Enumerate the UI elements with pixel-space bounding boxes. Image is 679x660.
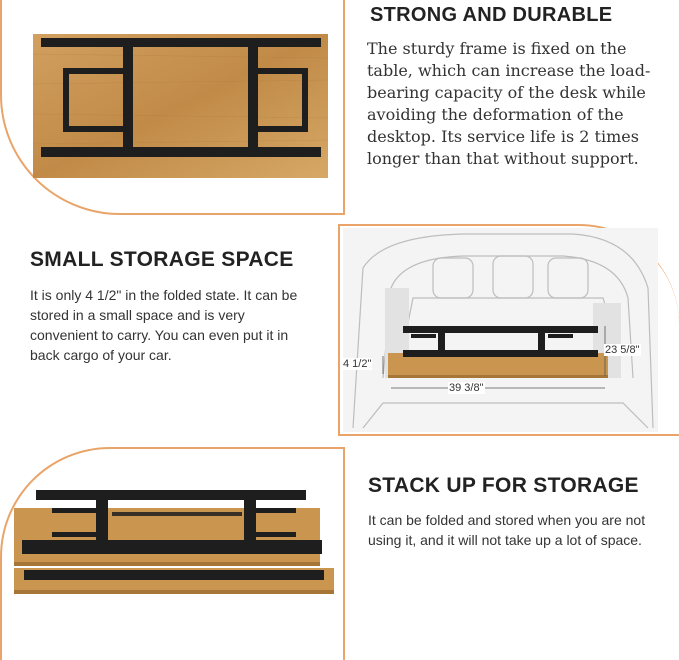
- car-trunk-image: [343, 228, 658, 432]
- section-text-stack-up: It can be folded and stored when you are not using it, and it will not take up a lot of space.: [368, 512, 646, 548]
- stacked-tables-image: [12, 486, 337, 598]
- section-title-stack-up: STACK UP FOR STORAGE: [368, 474, 639, 497]
- table-underside-image: [33, 34, 328, 178]
- dimension-height-label: 4 1/2": [343, 358, 372, 370]
- section-title-strong-durable: STRONG AND DURABLE: [370, 4, 613, 26]
- section-text-small-storage: It is only 4 1/2" in the folded state. It can be stored in a small space and is very convenient to carry. You can even put it in back cargo of your car.: [30, 287, 298, 363]
- dimension-width-label: 39 3/8": [449, 382, 484, 394]
- section-title-small-storage: SMALL STORAGE SPACE: [30, 248, 294, 271]
- dimension-depth-label: 23 5/8": [605, 344, 640, 356]
- section-text-strong-durable: The sturdy frame is fixed on the table, which can increase the load-bearing capacity of the desk while avoiding the deformation of the desktop. Its service life is 2 times longer than that without support.: [367, 39, 651, 168]
